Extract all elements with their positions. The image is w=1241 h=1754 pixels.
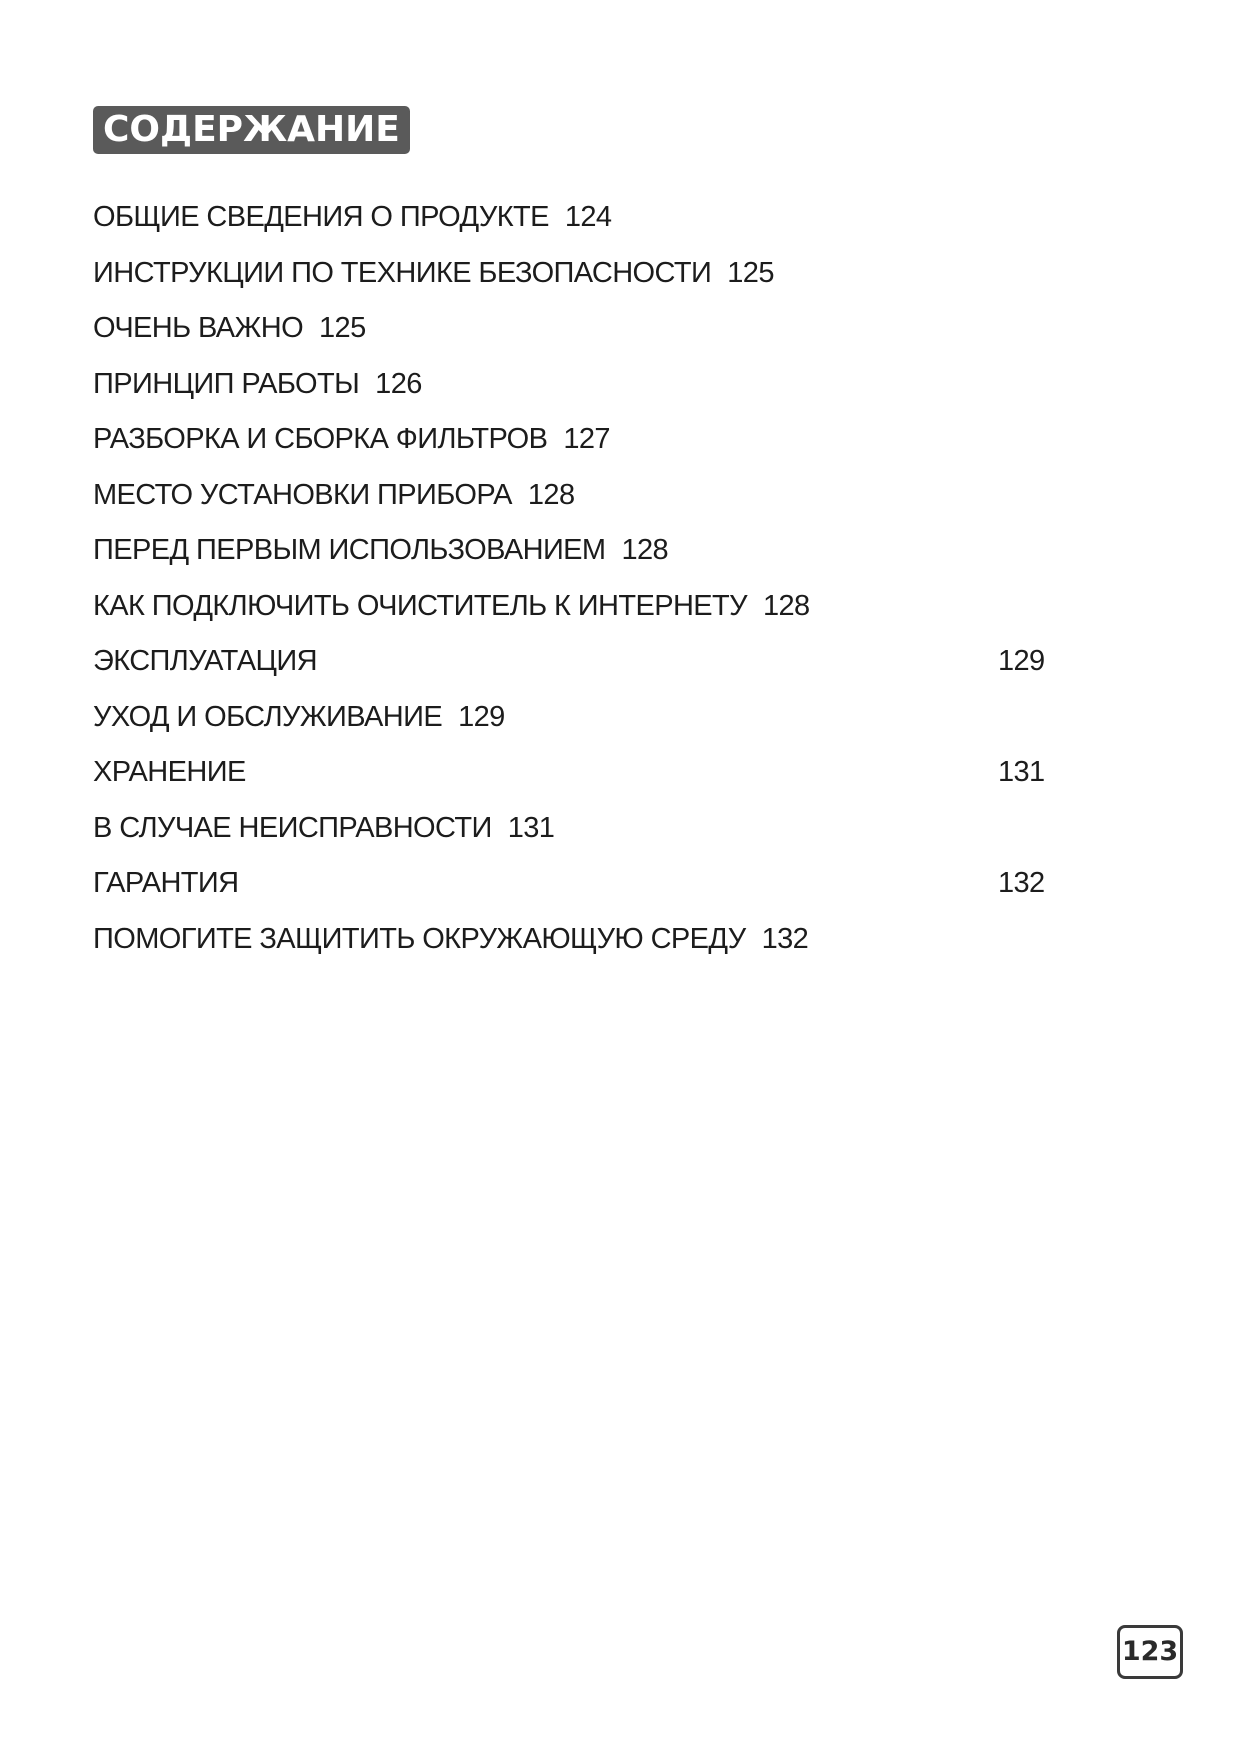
toc-entry-page: 124 — [564, 201, 612, 233]
toc-entry — [93, 801, 1093, 857]
toc-entry-page: 126 — [375, 367, 422, 400]
toc-entry-title: ОБЩИЕ СВЕДЕНИЯ О ПРОДУКТЕ — [93, 201, 549, 233]
toc-entry-page: 131 — [507, 811, 555, 844]
toc-entry-title: ХРАНЕНИЕ — [93, 756, 246, 788]
contents-heading: СОДЕРЖАНИЕ — [93, 106, 410, 154]
toc-entry-title: ПРИНЦИП РАБОТЫ — [93, 367, 360, 400]
toc-entry — [93, 856, 1093, 912]
toc-entry — [93, 745, 1093, 801]
toc-entry-page: 129 — [458, 700, 505, 733]
toc-entry — [93, 523, 1093, 579]
toc-entry-title: ЭКСПЛУАТАЦИЯ — [93, 645, 317, 677]
toc-entry — [93, 246, 1093, 302]
toc-entry — [93, 690, 1093, 746]
toc-entry-page: 129 — [998, 645, 1045, 677]
toc-entry-title: ПОМОГИТЕ ЗАЩИТИТЬ ОКРУЖАЮЩУЮ СРЕДУ — [93, 922, 746, 955]
toc-entry-page: 132 — [998, 867, 1045, 899]
toc-entry-page: 128 — [763, 589, 810, 622]
toc-entry-page: 125 — [319, 312, 366, 344]
toc-entry-title: УХОД И ОБСЛУЖИВАНИЕ — [93, 700, 443, 733]
toc-entry-page: 127 — [563, 423, 610, 455]
toc-entry-title: ИНСТРУКЦИИ ПО ТЕХНИКЕ БЕЗОПАСНОСТИ — [93, 256, 712, 289]
toc-entry-page: 128 — [527, 478, 575, 511]
toc-entry — [93, 468, 1093, 524]
toc-entry-page: 132 — [761, 922, 809, 955]
table-of-contents — [93, 190, 1093, 967]
toc-entry — [93, 357, 1093, 413]
toc-entry-title: МЕСТО УСТАНОВКИ ПРИБОРА — [93, 478, 512, 511]
toc-entry — [93, 301, 1093, 357]
toc-entry-page: 131 — [998, 756, 1045, 788]
toc-entry-title: РАЗБОРКА И СБОРКА ФИЛЬТРОВ — [93, 423, 548, 455]
toc-entry-title: ГАРАНТИЯ — [93, 867, 239, 899]
toc-entry — [93, 634, 1093, 690]
toc-entry-title: ОЧЕНЬ ВАЖНО — [93, 312, 304, 344]
page-number: 123 — [1117, 1625, 1183, 1679]
toc-entry-title: ПЕРЕД ПЕРВЫМ ИСПОЛЬЗОВАНИЕМ — [93, 534, 606, 566]
toc-entry — [93, 190, 1093, 246]
toc-entry — [93, 412, 1093, 468]
toc-entry — [93, 579, 1093, 635]
toc-entry-title: В СЛУЧАЕ НЕИСПРАВНОСТИ — [93, 811, 492, 844]
toc-entry-page: 125 — [727, 256, 774, 289]
toc-entry-page: 128 — [621, 534, 669, 566]
toc-entry-title: КАК ПОДКЛЮЧИТЬ ОЧИСТИТЕЛЬ К ИНТЕРНЕТУ — [93, 589, 747, 622]
toc-entry — [93, 912, 1093, 968]
